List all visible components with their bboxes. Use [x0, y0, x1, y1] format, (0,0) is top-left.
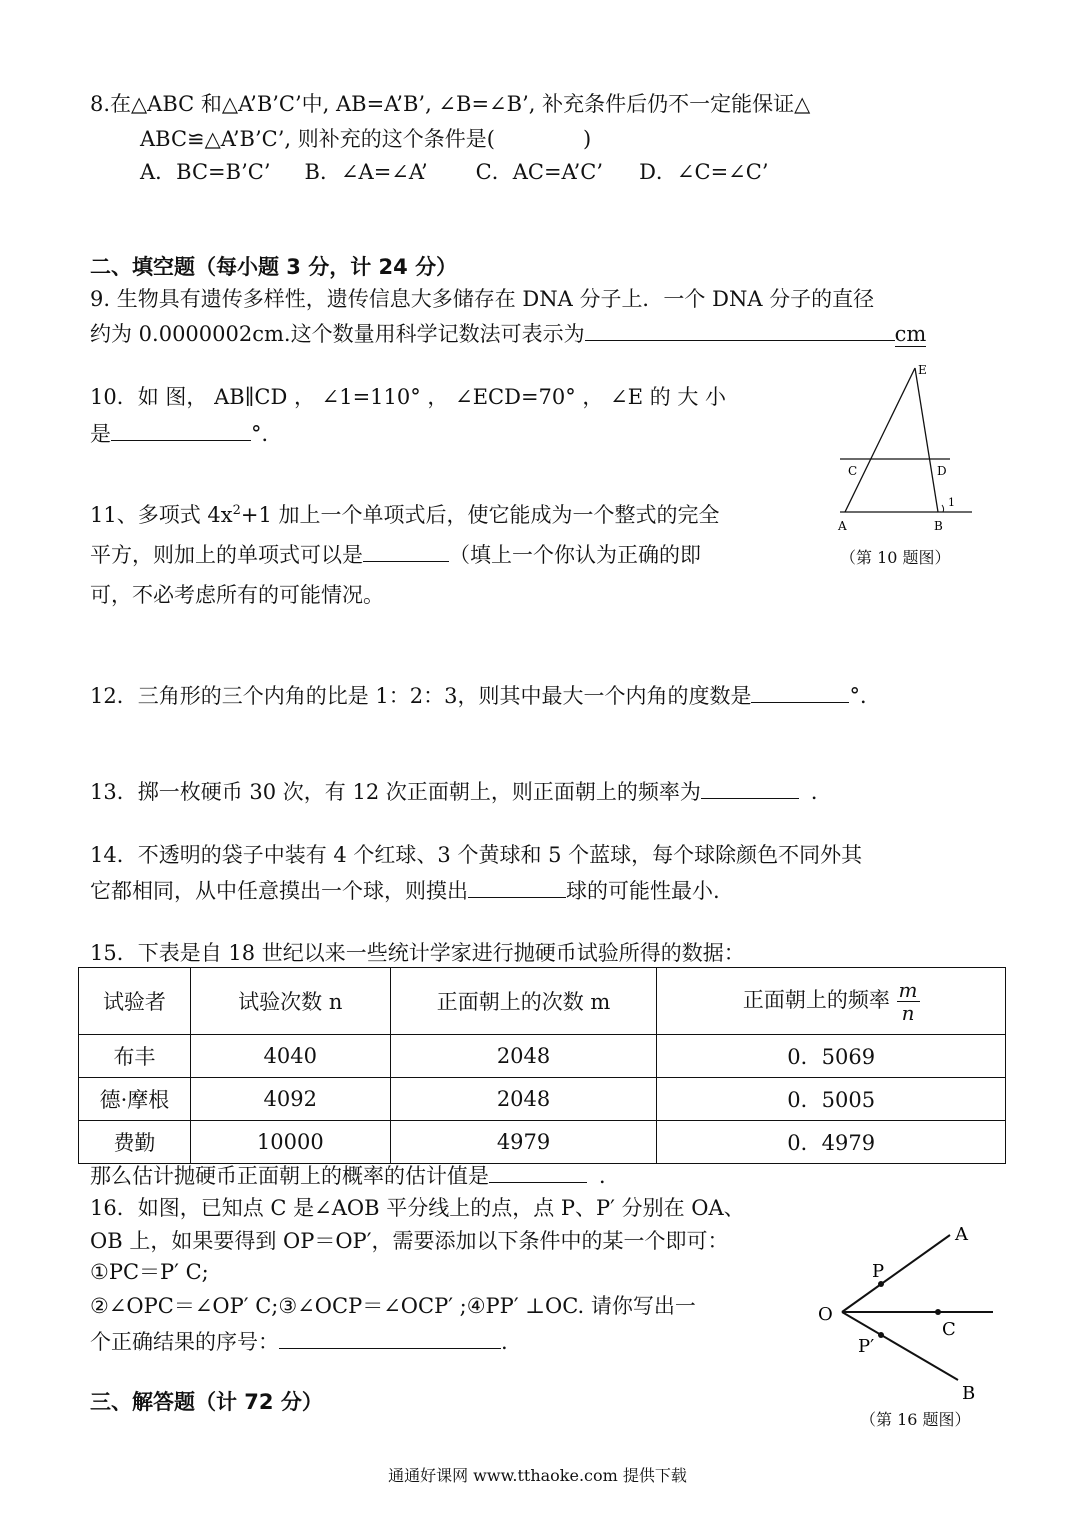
q16-line5	[90, 1326, 508, 1356]
label-angle-1: 1	[948, 496, 955, 509]
q11-line2-post: （填上一个你认为正确的即	[449, 543, 701, 567]
fraction-numerator: m	[898, 977, 918, 1002]
q11-line1	[90, 497, 720, 529]
q11-exponent: 2	[232, 503, 241, 518]
q10-line2	[90, 418, 283, 448]
cell-frequency: 0．5069	[657, 1035, 1006, 1078]
q15-answer-blank	[489, 1160, 587, 1183]
q10-caption: （第 10 题图）	[840, 548, 951, 567]
angle-1-arc	[942, 505, 944, 512]
q8-option-c: C．AC=A’C’	[475, 160, 604, 184]
q8-options	[140, 158, 769, 186]
q9-unit: cm	[894, 322, 927, 346]
q14-line1: 14．不透明的袋子中装有 4 个红球、3 个黄球和 5 个蓝球，每个球除颜色不同外其	[90, 843, 863, 867]
cell-trials: 4040	[190, 1035, 390, 1078]
q15-after	[90, 1160, 620, 1190]
table-row	[79, 1121, 1006, 1164]
section3-title: 三、解答题（计 72 分）	[90, 1390, 323, 1414]
q14-line2-pre: 它都相同，从中任意摸出一个球，则摸出	[90, 879, 468, 903]
header-trials: 试验次数 n	[190, 968, 390, 1035]
q12-unit: °．	[849, 684, 881, 708]
q12-text: 12．三角形的三个内角的比是 1：2：3，则其中最大一个内角的度数是	[90, 684, 752, 708]
q16-line5-end: .	[501, 1330, 508, 1354]
label-e: E	[918, 363, 927, 377]
point-p-prime	[878, 1332, 884, 1338]
q15-after-text: 那么估计抛硬币正面朝上的概率的估计值是	[90, 1164, 489, 1188]
label-p-prime: P′	[858, 1336, 875, 1357]
q10-line2-text: 是	[90, 422, 111, 446]
q10-answer-blank	[111, 418, 251, 441]
q15-after-end: ．	[599, 1164, 620, 1188]
label-p: P	[872, 1261, 885, 1282]
label-a: A	[838, 519, 847, 533]
q8-line2-close: )	[582, 127, 592, 151]
line-eb	[915, 368, 938, 512]
q15-table	[78, 967, 1006, 1164]
q9-line2-text: 约为 0.0000002cm.这个数量用科学记数法可表示为	[90, 322, 585, 346]
label-a: A	[955, 1224, 968, 1245]
point-c	[935, 1309, 941, 1315]
cell-frequency: 0．5005	[657, 1078, 1006, 1121]
header-experimenter: 试验者	[79, 968, 191, 1035]
cell-frequency: 0．4979	[657, 1121, 1006, 1164]
q11-line3: 可，不必考虑所有的可能情况。	[90, 583, 384, 607]
q13-end: ．	[810, 780, 832, 804]
label-o: O	[818, 1304, 833, 1325]
q14-line2-post: 球的可能性最小.	[566, 879, 720, 903]
q12-line	[90, 680, 881, 710]
q14-answer-blank	[468, 875, 566, 898]
q9-line2	[90, 318, 926, 348]
q8-option-a: A．BC=B’C’	[140, 160, 271, 184]
cell-heads: 2048	[390, 1035, 657, 1078]
header-frequency	[657, 968, 1006, 1035]
page-footer: 通通好课网 www.tthaoke.com 提供下载	[388, 1466, 687, 1485]
label-b: B	[962, 1383, 976, 1404]
q10-line1: 10．如 图， AB∥CD ， ∠1=110° ， ∠ECD=70° ， ∠E 的 大 小	[90, 385, 727, 409]
frequency-fraction	[897, 979, 920, 1024]
q8-line2-text: ABC≌△A’B’C’, 则补充的这个条件是(	[140, 127, 495, 151]
fraction-denominator: n	[901, 1000, 915, 1025]
cell-name: 布丰	[79, 1035, 191, 1078]
line-ea	[845, 368, 915, 512]
q8-line1: 8.在△ABC 和△A’B’C’中, AB=A’B’, ∠B=∠B’, 补充条件后仍不一定能保证△	[90, 92, 811, 116]
q10-unit: °．	[251, 422, 283, 446]
q14-line2	[90, 875, 720, 905]
q8-line2	[140, 125, 591, 153]
table-row	[79, 1035, 1006, 1078]
label-c: C	[848, 464, 858, 478]
q15-intro: 15．下表是自 18 世纪以来一些统计学家进行抛硬币试验所得的数据：	[90, 941, 745, 965]
cell-trials: 10000	[190, 1121, 390, 1164]
q8-option-b: B．∠A=∠A’	[304, 160, 428, 184]
q16-line5-text: 个正确结果的序号：	[90, 1330, 279, 1354]
q9-answer-blank	[585, 318, 895, 341]
q11-line1-pre: 11、多项式 4x	[90, 503, 233, 527]
q13-answer-blank	[701, 776, 799, 799]
q16-figure	[810, 1215, 1000, 1415]
q16-caption: （第 16 题图）	[860, 1410, 971, 1429]
label-c: C	[942, 1319, 956, 1340]
ray-oa	[842, 1235, 950, 1312]
table-header-row	[79, 968, 1006, 1035]
q8-option-d: D．∠C=∠C’	[639, 160, 769, 184]
q13-text: 13．掷一枚硬币 30 次，有 12 次正面朝上，则正面朝上的频率为	[90, 780, 701, 804]
q12-answer-blank	[751, 680, 849, 703]
table-row	[79, 1078, 1006, 1121]
cell-name: 德·摩根	[79, 1078, 191, 1121]
q11-answer-blank	[363, 539, 449, 562]
q16-line1: 16．如图，已知点 C 是∠AOB 平分线上的点，点 P、P′ 分别在 OA、	[90, 1196, 745, 1220]
q16-line4: ②∠OPC＝∠OP′ C;③∠OCP＝∠OCP′ ;④PP′ ⊥OC. 请你写出一	[90, 1294, 696, 1318]
section2-title: 二、填空题（每小题 3 分，计 24 分）	[90, 255, 458, 279]
q11-line2-pre: 平方，则加上的单项式可以是	[90, 543, 363, 567]
q13-line	[90, 776, 832, 806]
cell-trials: 4092	[190, 1078, 390, 1121]
q16-line2: OB 上，如果要得到 OP＝OP′，需要添加以下条件中的某一个即可：	[90, 1229, 729, 1253]
q11-line2	[90, 539, 701, 569]
q16-answer-blank	[279, 1326, 501, 1349]
q11-line1-post: +1 加上一个单项式后，使它能成为一个整式的完全	[240, 503, 720, 527]
q9-line1: 9. 生物具有遗传多样性，遗传信息大多储存在 DNA 分子上．一个 DNA 分子的直径	[90, 287, 875, 311]
cell-name: 费勤	[79, 1121, 191, 1164]
cell-heads: 2048	[390, 1078, 657, 1121]
header-frequency-text: 正面朝上的频率	[742, 987, 890, 1012]
q10-figure	[830, 360, 980, 535]
header-heads-count: 正面朝上的次数 m	[390, 968, 657, 1035]
cell-heads: 4979	[390, 1121, 657, 1164]
label-d: D	[937, 464, 947, 478]
q16-line3: ①PC＝P′ C;	[90, 1260, 209, 1284]
label-b: B	[934, 519, 943, 533]
